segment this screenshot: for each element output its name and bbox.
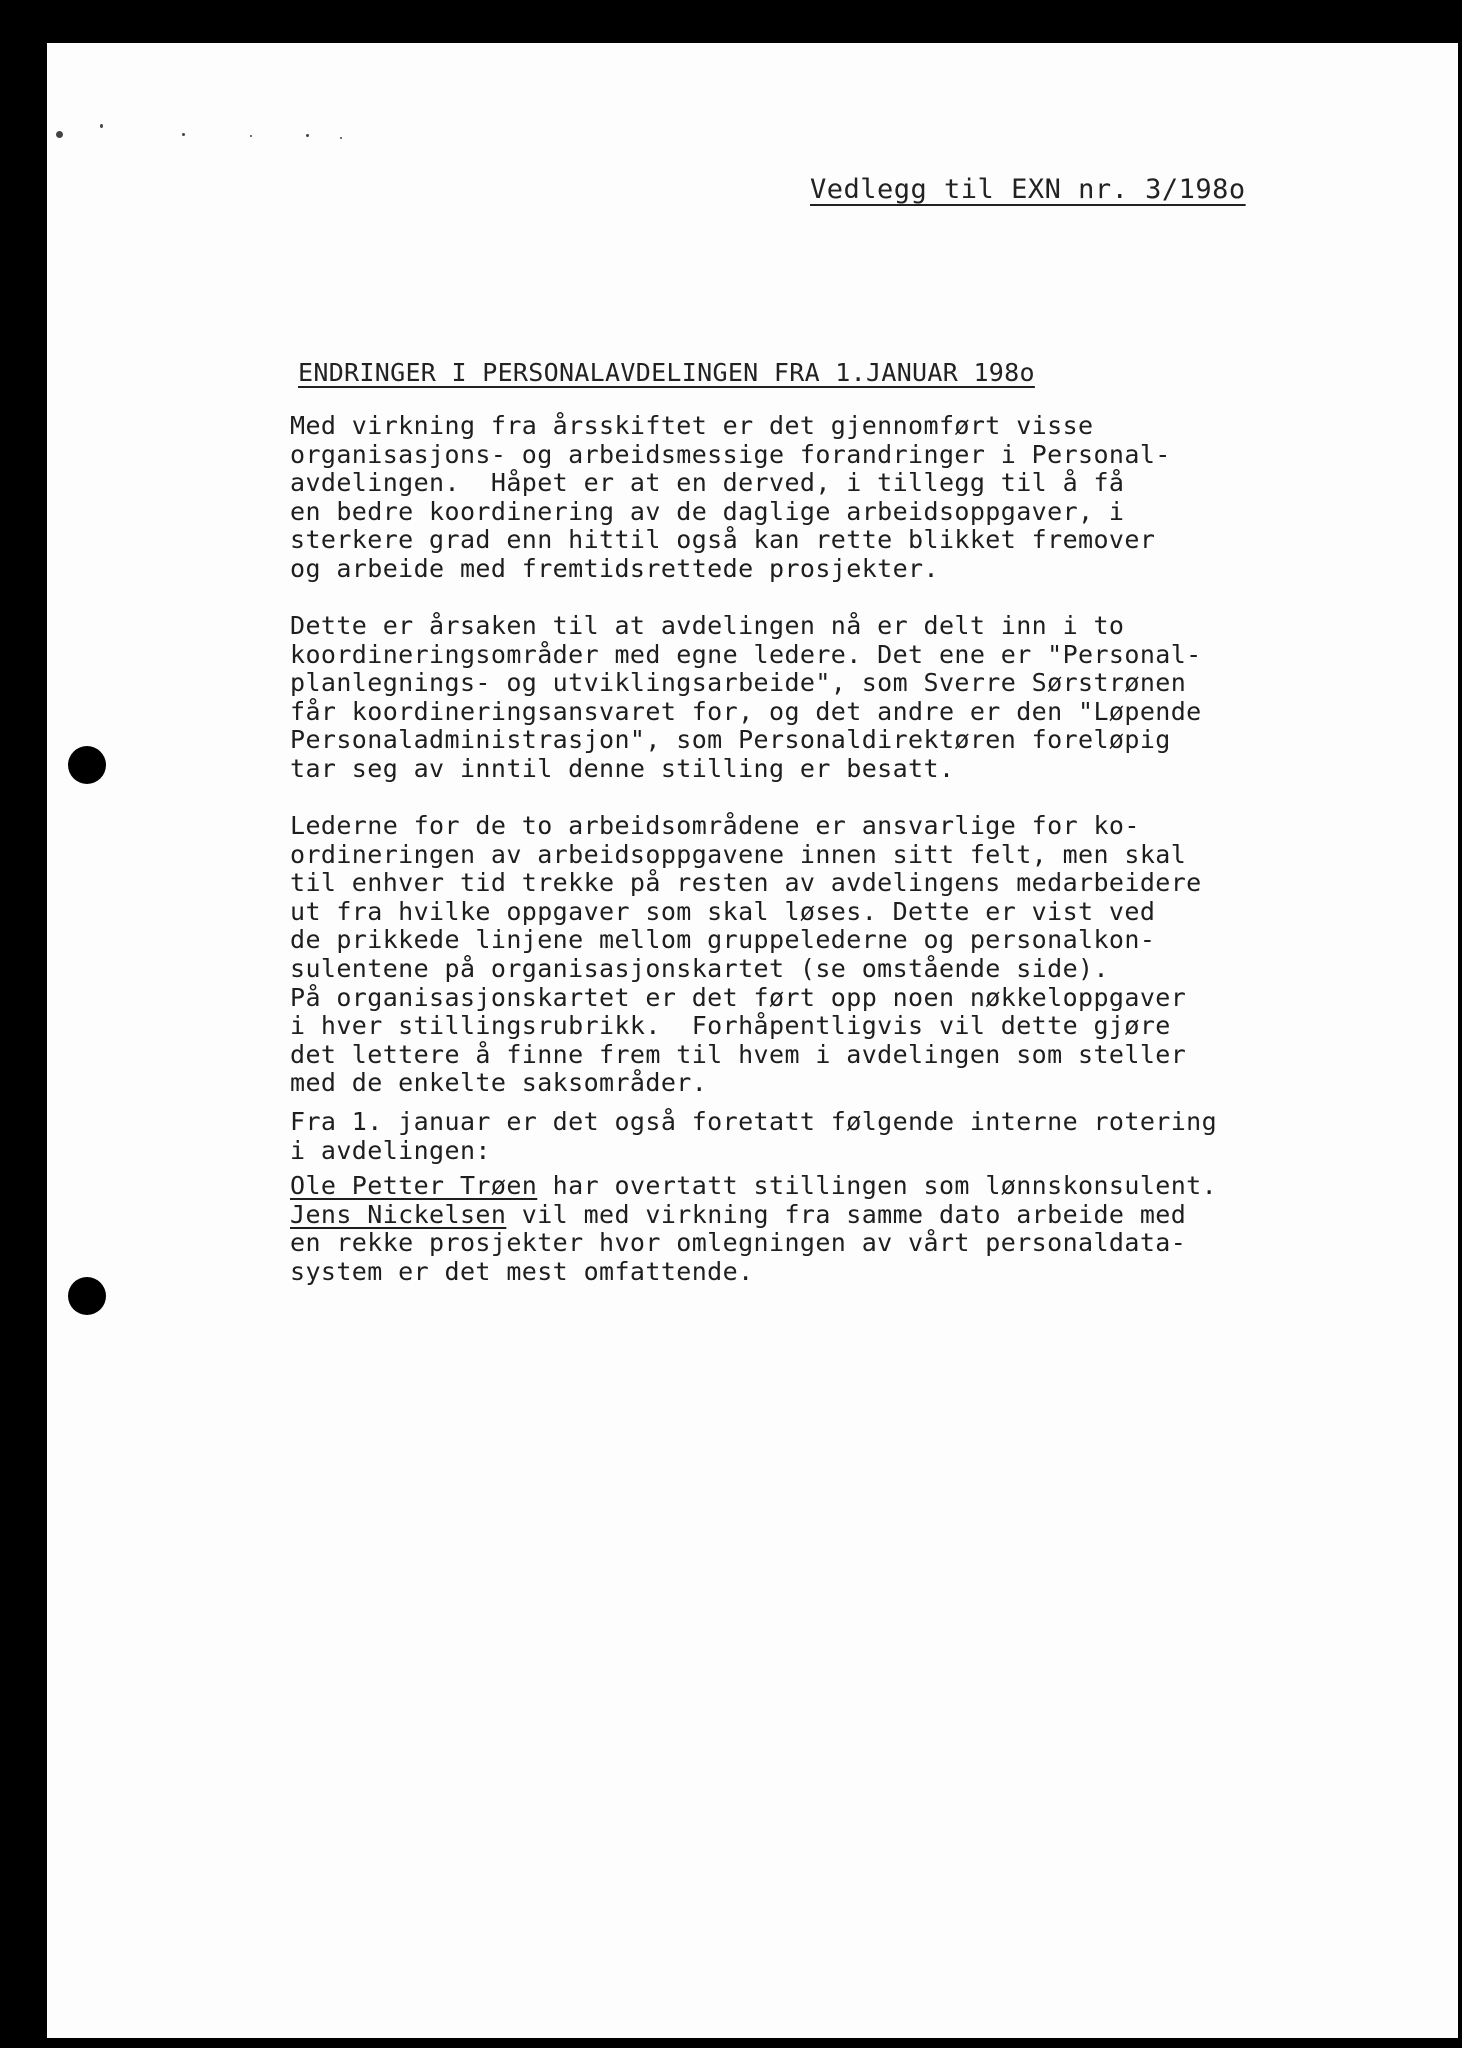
scan-speck <box>56 131 63 138</box>
scan-speck <box>306 134 309 137</box>
attachment-reference: Vedlegg til EXN nr. 3/198o <box>810 174 1246 205</box>
scan-speck <box>100 124 103 128</box>
paragraph: Lederne for de to arbeidsområdene er ansvarlige for ko- ordineringen av arbeidsoppgavene innen sitt felt, men skal til enhver tid trekke på resten av avdelingens medarbeidere ut fra hvilke oppgaver som skal løses. Dette er vist ved de prikkede linjene mellom gruppelederne og personalkon- sulentene på organisasjonskartet (se omstående side). På organisasjonskartet er det ført opp noen nøkkeloppgaver i hver stillingsrubrikk. Forhåpentligvis vil dette gjøre det lettere å finne frem til hvem i avdelingen som steller med de enkelte saksområder. <box>290 811 1202 1098</box>
scan-speck <box>182 133 185 136</box>
person-name: Jens Nickelsen <box>290 1199 507 1229</box>
paragraph: Dette er årsaken til at avdelingen nå er delt inn i to koordineringsområder med egne ledere. Det ene er "Personal- planlegnings- og utviklingsarbeide", som Sverre Sørstrønen får koordineringsansvaret for, og det andre er den "Løpende Personaladministrasjon", som Personaldirektøren foreløpig tar seg av inntil denne stilling er besatt. <box>290 611 1202 783</box>
paragraph: Fra 1. januar er det også foretatt følgende interne rotering i avdelingen: <box>290 1107 1218 1165</box>
rotation-paragraph <box>290 1172 1330 1286</box>
scan-speck <box>340 137 342 139</box>
rotation-text: vil med virkning fra samme dato arbeide med en rekke prosjekter hvor omlegningen av vårt personaldata- system er det mest omfattende. <box>290 1199 1187 1286</box>
punch-hole <box>68 1277 106 1315</box>
paragraph: Med virkning fra årsskiftet er det gjennomført visse organisasjons- og arbeidsmessige forandringer i Personal- avdelingen. Håpet er at en derved, i tillegg til å få en bedre koordinering av de daglige arbeidsoppgaver, i sterkere grad enn hittil også kan rette blikket fremover og arbeide med fremtidsrettede prosjekter. <box>290 411 1171 583</box>
rotation-text: har overtatt stillingen som lønnskonsulent. <box>537 1171 1218 1200</box>
scan-speck <box>250 135 252 137</box>
person-name: Ole Petter Trøen <box>290 1171 538 1200</box>
document-heading: ENDRINGER I PERSONALAVDELINGEN FRA 1.JANUAR 198o <box>298 358 1035 387</box>
punch-hole <box>68 746 106 784</box>
